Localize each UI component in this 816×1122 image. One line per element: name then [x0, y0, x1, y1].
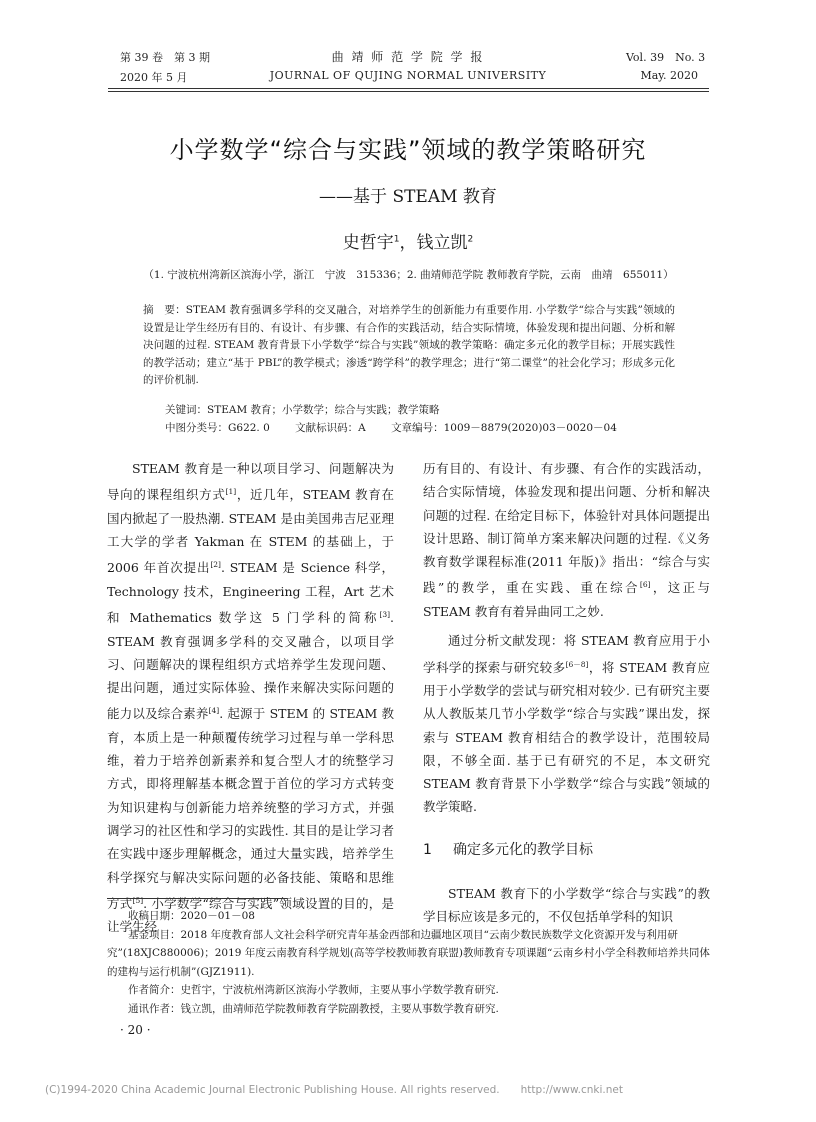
fund-info: 基金项目：2018 年度教育部人文社会科学研究青年基金西部和边疆地区项目“云南少数民族数学文化资源开发与利用研究”(18XJC880006)；2019 年度云南教育科学规划(高等学校教师教育联盟)教师教育专项课题“云南乡村小学全科教师培养共同体的建构与运行机制”(GJZ1911). [107, 928, 710, 978]
volume-issue-en: Vol. 39 No. 3 [626, 51, 706, 64]
paragraph [107, 457, 394, 939]
citation[interactable]: [6] [639, 580, 651, 590]
publication-date-en: May. 2020 [640, 69, 698, 82]
text: 通过分析文献发现：将 STEAM 教育应用于小学科学的探索与研究较多 [423, 633, 710, 675]
body-column-left [107, 457, 394, 939]
author-2: ，钱立凯 [399, 233, 468, 253]
author-1-affil: 1 [393, 234, 400, 245]
citation[interactable]: [1] [225, 487, 237, 497]
paragraph: STEAM 教育下的小学数学“综合与实践”的教学目标应该是多元的，不仅包括单学科的知识 [423, 886, 710, 925]
author-1: 史哲宇 [342, 233, 394, 253]
text: ，近几年，STEAM 教育在国内掀起了一股热潮. STEAM 是由美国弗吉尼亚理工大学的学者 Yakman 在 STEM 的基础上，于 2006 年首次提出 [107, 487, 394, 576]
section-title: 确定多元化的教学目标 [453, 841, 593, 858]
text: ，将 STEAM 教育应用于小学数学的尝试与研究相对较少. 已有研究主要从人教版某几节小学数学“综合与实践”课出发，探索与 STEAM 教育相结合的教学设计，范围较局限，不够全面. 基于已有研究的不足，本文研究 STEAM 教育背景下小学数学“综合与实践”领域的教学策略. [423, 659, 710, 815]
text: STEAM 教育是一种以项目学习、问题解决为导向的课程组织方式 [107, 461, 394, 503]
corresponding-author: 通讯作者：钱立凯，曲靖师范学院教师教育学院副教授，主要从事数学教育研究. [128, 1002, 499, 1015]
paragraph [423, 457, 710, 623]
paragraph [423, 629, 710, 819]
author-2-affil: 2 [467, 234, 474, 245]
author-list [0, 228, 816, 253]
journal-name-cn: 曲 靖 师 范 学 院 学 报 [331, 50, 485, 64]
section-heading [423, 839, 710, 862]
text: . STEAM 教育强调多学科的交叉融合，以项目学习、问题解决的课程组织方式培养学生发现问题、提出问题，通过实际体验、操作来解决实际问题的能力以及综合素养 [107, 610, 394, 722]
volume-issue: 第 39 卷 第 3 期 [120, 51, 210, 64]
footnotes [107, 907, 710, 1019]
citation[interactable]: [4] [208, 706, 220, 716]
article-number: 文章编号：1009－8879(2020)03－0020－04 [391, 422, 617, 434]
clc-number: 中图分类号：G622. 0 [165, 422, 270, 434]
copyright-footer: (C)1994-2020 China Academic Journal Electronic Publishing House. All rights reserved. http://www.cnki.net [45, 1084, 623, 1096]
received-date: 收稿日期：2020－01－08 [128, 910, 255, 922]
text: 历有目的、有设计、有步骤、有合作的实践活动，结合实际情境，体验发现和提出问题、分析和解决问题的过程. 在给定目标下，体验针对具体问题提出设计思路、制订简单方案来解决问题的过程.《义务教育数学课程标准(2011 年版)》指出：“综合与实践”的教学，重在实践、重在综合 [423, 461, 710, 596]
abstract: 摘 要：STEAM 教育强调多学科的交叉融合，对培养学生的创新能力有重要作用. 小学数学“综合与实践”领域的设置是让学生经历有目的、有设计、有步骤、有合作的实践活动，结合实际情境，体验发现和提出问题、分析和解决问题的过程. STEAM 教育背景下小学数学“综合与实践”领域的教学策略：确定多元化的教学目标；开展实践性的教学活动；建立“基于 PBL”的教学模式；渗透“跨学科”的教学理念；进行“第二课堂”的社会化学习；形成多元化的评价机制. [143, 304, 675, 386]
affiliations: （1. 宁波杭州湾新区滨海小学，浙江 宁波 315336；2. 曲靖师范学院 教师教育学院，云南 曲靖 655011） [143, 269, 674, 281]
keywords: 关键词：STEAM 教育；小学数学；综合与实践；教学策略 [165, 404, 440, 416]
header-rule-2 [108, 91, 709, 92]
section-number: 1 [423, 841, 432, 858]
article-subtitle: ——基于 STEAM 教育 [319, 187, 497, 207]
text: . 小学数学“综合与实践”领域设置的目的，是让学生经 [107, 896, 394, 935]
body-column-right [423, 457, 710, 929]
author-bio: 作者简介：史哲宇，宁波杭州湾新区滨海小学教师，主要从事小学数学教育研究. [128, 984, 499, 997]
article-title: 小学数学“综合与实践”领域的教学策略研究 [169, 136, 647, 164]
journal-name-en: JOURNAL OF QUJING NORMAL UNIVERSITY [269, 69, 547, 82]
page-number: · 20 · [120, 1023, 151, 1037]
text: . STEAM 是 Science 科学，Technology 技术，Engineering 工程，Art 艺术和 Mathematics 数学这 5 门学科的简称 [107, 560, 394, 626]
text: . 起源于 STEM 的 STEAM 教育，本质上是一种颠覆传统学习过程与单一学科思维，着力于培养创新素养和复合型人才的统整学习方式，即将理解基本概念置于首位的学习方式转变为知识建构与创新能力培养统整的学习方式，并强调学习的社区性和学习的实践性. 其目的是让学习者在实践中逐步理解概念，通过大量实践，培养学生科学探究与解决实际问题的必备技能、策略和思维方式 [107, 706, 394, 912]
text: ，这正与 STEAM 教育有着异曲同工之妙. [423, 580, 710, 619]
classification-line [165, 420, 639, 435]
header-rule [108, 88, 709, 89]
document-code: 文献标识码：A [295, 422, 366, 434]
citation[interactable]: [3] [379, 610, 391, 620]
publication-date: 2020 年 5 月 [120, 71, 188, 84]
citation[interactable]: [6－8] [565, 659, 589, 669]
citation[interactable]: [5] [132, 895, 144, 905]
footnote-rule [107, 898, 287, 899]
citation[interactable]: [2] [210, 560, 221, 570]
